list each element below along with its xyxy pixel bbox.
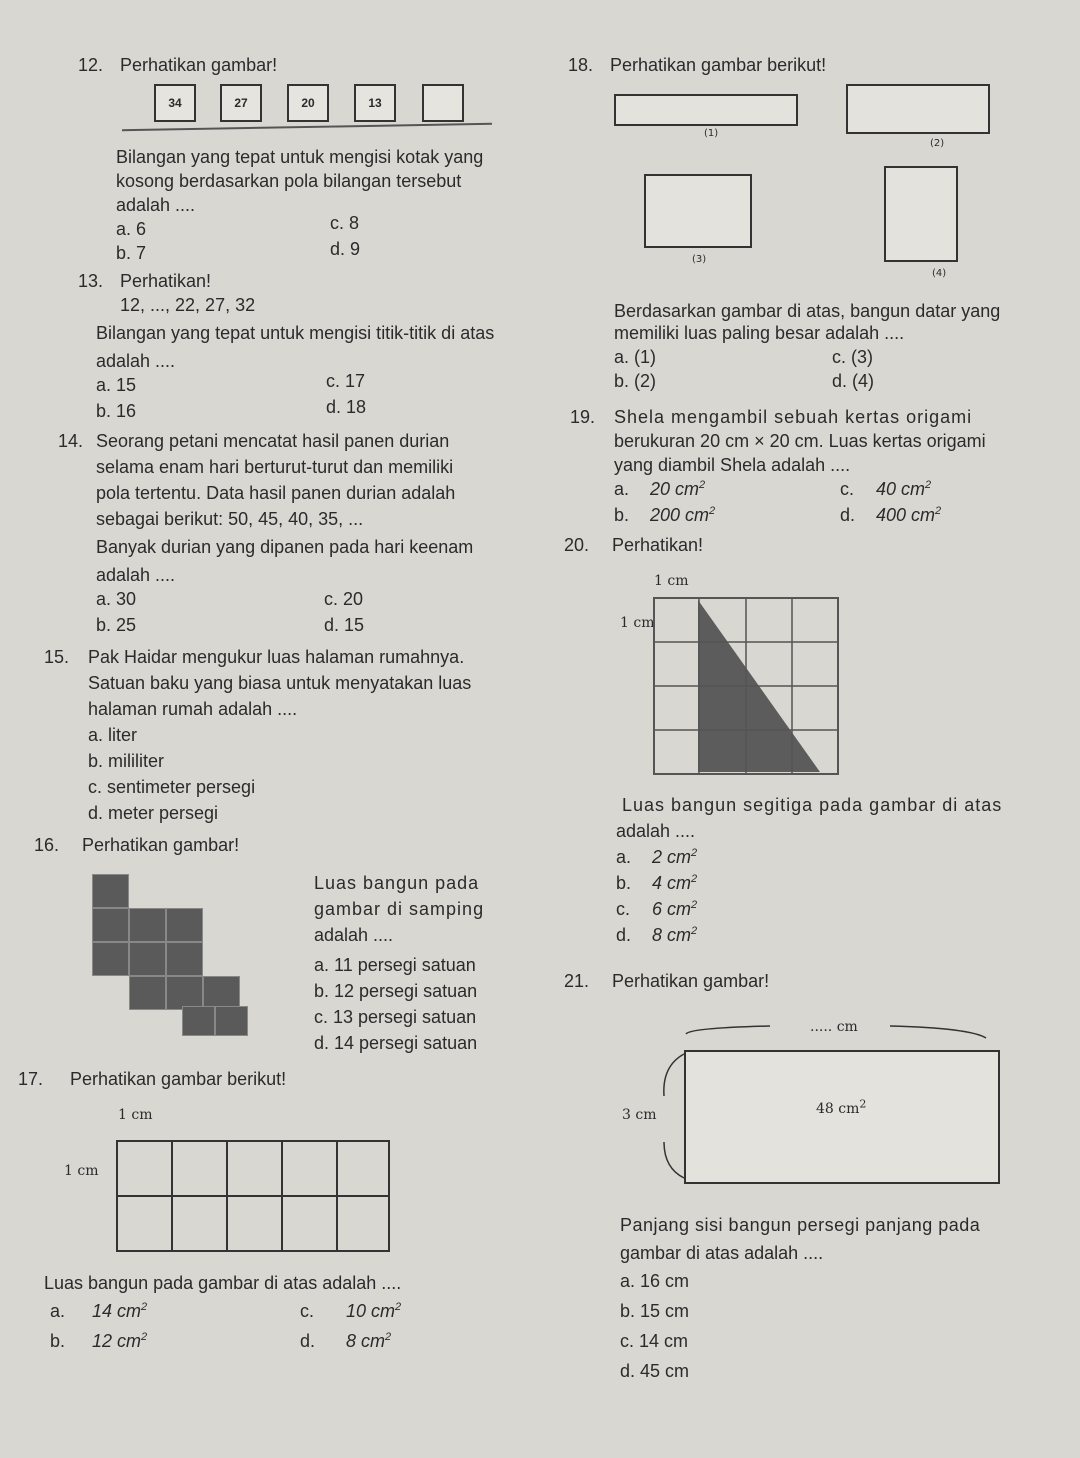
q18-number: 18.: [568, 55, 594, 75]
q13-option-d: d. 18: [326, 397, 367, 417]
q16-cell: [182, 1006, 215, 1036]
q20-option-a-label: a.: [616, 847, 632, 867]
q20-text-1: Luas bangun segitiga pada gambar di atas: [622, 795, 1003, 815]
q13-sequence: 12, ..., 22, 27, 32: [120, 295, 256, 315]
q17-option-c-label: c.: [300, 1301, 315, 1321]
q18-caption-4: (4): [932, 268, 947, 279]
q19-text-1: Shela mengambil sebuah kertas origami: [614, 407, 973, 427]
q17-option-b-label: b.: [50, 1331, 66, 1351]
q15-option-a: a. liter: [88, 725, 138, 745]
q17-title: Perhatikan gambar berikut!: [70, 1069, 287, 1089]
q20-option-b: 4 $cm^2$: [652, 873, 698, 893]
q17-grid: [116, 1140, 392, 1254]
q16-cell: [203, 976, 240, 1010]
q19-option-a: 20 $cm^2$: [650, 479, 706, 499]
q14-option-b: b. 25: [96, 615, 137, 635]
q12-text-2: kosong berdasarkan pola bilangan tersebut: [116, 171, 462, 191]
q19-option-c-label: c.: [840, 479, 855, 499]
q18-caption-3: (3): [692, 254, 707, 265]
q20-option-b-label: b.: [616, 873, 632, 893]
q15-text-2: Satuan baku yang biasa untuk menyatakan luas: [88, 673, 472, 693]
q16-cell: [166, 976, 203, 1010]
q21-option-d: d. 45 cm: [620, 1361, 690, 1381]
q12-option-c: c. 8: [330, 213, 360, 233]
q16-cell: [92, 942, 129, 976]
q20-option-c-label: c.: [616, 899, 631, 919]
q18-caption-1: (1): [704, 128, 719, 139]
q16-cell: [92, 908, 129, 942]
q21-number: 21.: [564, 971, 590, 991]
q17-option-d: 8 $cm^2$: [346, 1331, 392, 1351]
q17-option-b: 12 $cm^2$: [92, 1331, 148, 1351]
q12-text-3: adalah ....: [116, 195, 196, 215]
q12-box-empty: [422, 84, 464, 122]
q20-title: Perhatikan!: [612, 535, 704, 555]
q12-number: 12.: [78, 55, 104, 75]
q16-option-c: c. 13 persegi satuan: [314, 1007, 477, 1027]
q14-option-a: a. 30: [96, 589, 137, 609]
q16-cell: [129, 942, 166, 976]
q19-option-b-label: b.: [614, 505, 630, 525]
q21-length-label: ..... cm: [810, 1019, 858, 1035]
q18-option-d: d. (4): [832, 371, 875, 391]
q18-option-c: c. (3): [832, 347, 874, 367]
q19-option-b: 200 $cm^2$: [650, 505, 716, 525]
q18-option-b: b. (2): [614, 371, 657, 391]
q19-option-d: 400 $cm^2$: [876, 505, 942, 525]
q14-text-3: pola tertentu. Data hasil panen durian adalah: [96, 483, 456, 503]
q21-option-b: b. 15 cm: [620, 1301, 690, 1321]
q21-title: Perhatikan gambar!: [612, 971, 770, 991]
q14-number: 14.: [58, 431, 84, 451]
q20-option-d-label: d.: [616, 925, 632, 945]
q19-option-d-label: d.: [840, 505, 856, 525]
q13-title: Perhatikan!: [120, 271, 212, 291]
q12-option-b: b. 7: [116, 243, 147, 263]
q18-title: Perhatikan gambar berikut!: [610, 55, 827, 75]
q17-option-d-label: d.: [300, 1331, 316, 1351]
q17-option-c: 10 $cm^2$: [346, 1301, 402, 1321]
q19-option-a-label: a.: [614, 479, 630, 499]
q21-width-label: 3 cm: [622, 1107, 657, 1123]
q17-width-label: 1 cm: [118, 1107, 153, 1123]
q20-option-c: 6 $cm^2$: [652, 899, 698, 919]
q15-option-d: d. meter persegi: [88, 803, 219, 823]
q15-text-1: Pak Haidar mengukur luas halaman rumahnya.: [88, 647, 465, 667]
q16-title: Perhatikan gambar!: [82, 835, 240, 855]
q18-shape-4: [884, 166, 958, 262]
q15-option-b: b. mililiter: [88, 751, 165, 771]
q16-option-d: d. 14 persegi satuan: [314, 1033, 478, 1053]
q18-shape-1: [614, 94, 798, 126]
q14-text-1: Seorang petani mencatat hasil panen durian: [96, 431, 450, 451]
q20-option-d: 8 $cm^2$: [652, 925, 698, 945]
q16-number: 16.: [34, 835, 60, 855]
q20-number: 20.: [564, 535, 590, 555]
q15-text-3: halaman rumah adalah ....: [88, 699, 298, 719]
q20-text-2: adalah ....: [616, 821, 696, 841]
q12-box-3: 20: [287, 84, 329, 122]
q12-box-1: 34: [154, 84, 196, 122]
q21-option-c: c. 14 cm: [620, 1331, 689, 1351]
q12-shelf: [122, 123, 492, 131]
q19-number: 19.: [570, 407, 596, 427]
q18-shape-3: [644, 174, 752, 248]
q21-option-a: a. 16 cm: [620, 1271, 690, 1291]
q16-cell: [129, 976, 166, 1010]
q20-grid: [652, 596, 840, 776]
q13-option-b: b. 16: [96, 401, 137, 421]
q12-option-d: d. 9: [330, 239, 361, 259]
q16-cell: [215, 1006, 248, 1036]
q14-option-d: d. 15: [324, 615, 365, 635]
q16-cell: [129, 908, 166, 942]
q18-shape-2: [846, 84, 990, 134]
q13-number: 13.: [78, 271, 104, 291]
q17-height-label: 1 cm: [64, 1163, 99, 1179]
q18-text-2: memiliki luas paling besar adalah ....: [614, 323, 905, 343]
q18-option-a: a. (1): [614, 347, 657, 367]
q16-cell: [92, 874, 129, 908]
q20-option-a: 2 $cm^2$: [652, 847, 698, 867]
q12-box-2: 27: [220, 84, 262, 122]
q16-cell: [166, 908, 203, 942]
q21-text-2: gambar di atas adalah ....: [620, 1243, 824, 1263]
q19-text-2: berukuran 20 cm × 20 cm. Luas kertas origami: [614, 431, 986, 451]
q16-cell: [166, 942, 203, 976]
q16-text-1: Luas bangun pada: [314, 873, 480, 893]
q20-width-label: 1 cm: [654, 573, 689, 589]
q12-title: Perhatikan gambar!: [120, 55, 278, 75]
q14-option-c: c. 20: [324, 589, 364, 609]
q12-text-1: Bilangan yang tepat untuk mengisi kotak yang: [116, 147, 484, 167]
q16-option-a: a. 11 persegi satuan: [314, 955, 476, 975]
q13-text-2: adalah ....: [96, 351, 176, 371]
q16-text-3: adalah ....: [314, 925, 394, 945]
q12-box-4: 13: [354, 84, 396, 122]
q13-option-a: a. 15: [96, 375, 137, 395]
q19-option-c: 40 $cm^2$: [876, 479, 932, 499]
q19-text-3: yang diambil Shela adalah ....: [614, 455, 851, 475]
q17-text-1: Luas bangun pada gambar di atas adalah ....: [44, 1273, 402, 1293]
q14-text-6: adalah ....: [96, 565, 176, 585]
q14-text-5: Banyak durian yang dipanen pada hari keenam: [96, 537, 474, 557]
q17-option-a: 14 $cm^2$: [92, 1301, 148, 1321]
q14-text-4: sebagai berikut: 50, 45, 40, 35, ...: [96, 509, 364, 529]
q18-caption-2: (2): [930, 138, 945, 149]
q12-option-a: a. 6: [116, 219, 147, 239]
q18-text-1: Berdasarkan gambar di atas, bangun datar yang: [614, 301, 1001, 321]
q15-number: 15.: [44, 647, 70, 667]
q21-text-1: Panjang sisi bangun persegi panjang pada: [620, 1215, 981, 1235]
q13-option-c: c. 17: [326, 371, 366, 391]
q15-option-c: c. sentimeter persegi: [88, 777, 256, 797]
q16-text-2: gambar di samping: [314, 899, 485, 919]
q21-area-label: 48 $cm^2$: [816, 1097, 867, 1117]
q14-text-2: selama enam hari berturut-turut dan memiliki: [96, 457, 454, 477]
q13-text-1: Bilangan yang tepat untuk mengisi titik-titik di atas: [96, 323, 495, 343]
q20-height-label: 1 cm: [620, 615, 655, 631]
q17-number: 17.: [18, 1069, 44, 1089]
q16-option-b: b. 12 persegi satuan: [314, 981, 478, 1001]
q17-option-a-label: a.: [50, 1301, 66, 1321]
